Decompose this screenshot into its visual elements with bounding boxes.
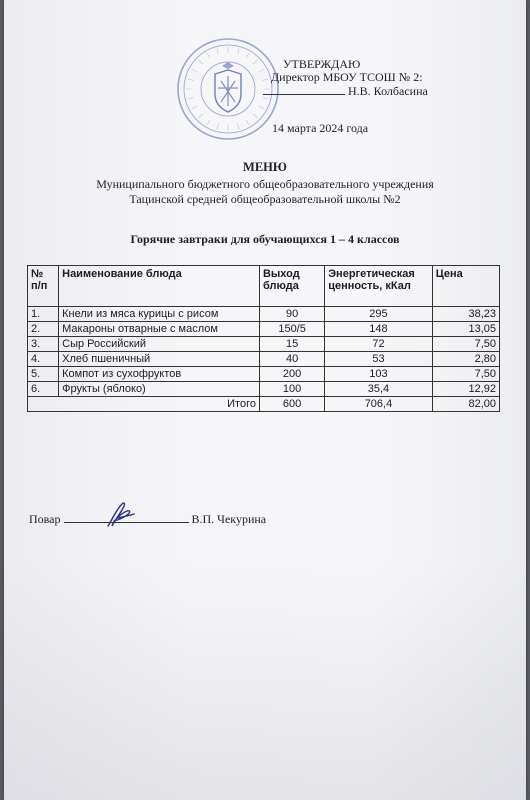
row-num: 1. <box>28 307 59 322</box>
menu-table <box>27 265 500 412</box>
row-price: 13,05 <box>432 322 499 337</box>
meal-title: Горячие завтраки для обучающихся 1 – 4 классов <box>130 232 400 246</box>
organization-line-1: Муниципального бюджетного общеобразовательного учреждения <box>96 177 434 191</box>
total-energy: 706,4 <box>325 397 432 412</box>
table-row <box>28 367 500 382</box>
row-energy: 295 <box>325 307 432 322</box>
cook-name: В.П. Чекурина <box>191 512 267 526</box>
row-energy: 148 <box>325 322 432 337</box>
approval-block <box>271 57 428 98</box>
row-price: 7,50 <box>432 337 499 352</box>
cook-signature-line <box>29 512 266 527</box>
approval-signature-line <box>263 84 428 98</box>
table-row <box>28 307 500 322</box>
row-output: 15 <box>259 337 324 352</box>
row-name: Компот из сухофруктов <box>59 367 260 382</box>
header-num: № п/п <box>28 266 59 307</box>
row-name: Фрукты (яблоко) <box>59 382 260 397</box>
signature-blank <box>263 84 345 95</box>
table-total-row <box>28 397 500 412</box>
total-output: 600 <box>259 397 324 412</box>
table-row <box>28 322 500 337</box>
header-energy: Энергетическая ценность, кКал <box>325 266 432 307</box>
approval-name: Н.В. Колбасина <box>348 84 428 98</box>
total-label: Итого <box>28 397 260 412</box>
row-name: Хлеб пшеничный <box>59 352 260 367</box>
row-name: Макароны отварные с маслом <box>59 322 260 337</box>
row-output: 40 <box>259 352 324 367</box>
row-num: 3. <box>28 337 59 352</box>
table-row <box>28 337 500 352</box>
row-name: Кнели из мяса курицы с рисом <box>59 307 260 322</box>
row-price: 7,50 <box>432 367 499 382</box>
row-num: 4. <box>28 352 59 367</box>
table-row <box>28 352 500 367</box>
row-num: 2. <box>28 322 59 337</box>
page-shadow <box>4 560 526 800</box>
document-title: МЕНЮ <box>243 160 287 174</box>
approval-date: 14 марта 2024 года <box>272 121 369 135</box>
row-energy: 35,4 <box>325 382 432 397</box>
approval-title: УТВЕРЖДАЮ <box>283 57 361 71</box>
header-name: Наименование блюда <box>59 266 260 307</box>
table-row <box>28 382 500 397</box>
row-output: 90 <box>259 307 324 322</box>
row-output: 100 <box>259 382 324 397</box>
table-header-row <box>28 266 500 307</box>
row-price: 12,92 <box>432 382 499 397</box>
header-output: Выход блюда <box>259 266 324 307</box>
handwritten-signature <box>100 496 140 536</box>
header-price: Цена <box>432 266 499 307</box>
row-output: 200 <box>259 367 324 382</box>
row-num: 6. <box>28 382 59 397</box>
row-energy: 72 <box>325 337 432 352</box>
row-energy: 103 <box>325 367 432 382</box>
row-output: 150/5 <box>259 322 324 337</box>
row-price: 38,23 <box>432 307 499 322</box>
row-num: 5. <box>28 367 59 382</box>
row-energy: 53 <box>325 352 432 367</box>
organization-line-2: Тацинской средней общеобразовательной школы №2 <box>129 192 401 206</box>
total-price: 82,00 <box>432 397 499 412</box>
row-price: 2,80 <box>432 352 499 367</box>
row-name: Сыр Российский <box>59 337 260 352</box>
cook-label: Повар <box>29 512 61 526</box>
approval-position: Директор МБОУ ТСОШ № 2: <box>271 70 423 84</box>
